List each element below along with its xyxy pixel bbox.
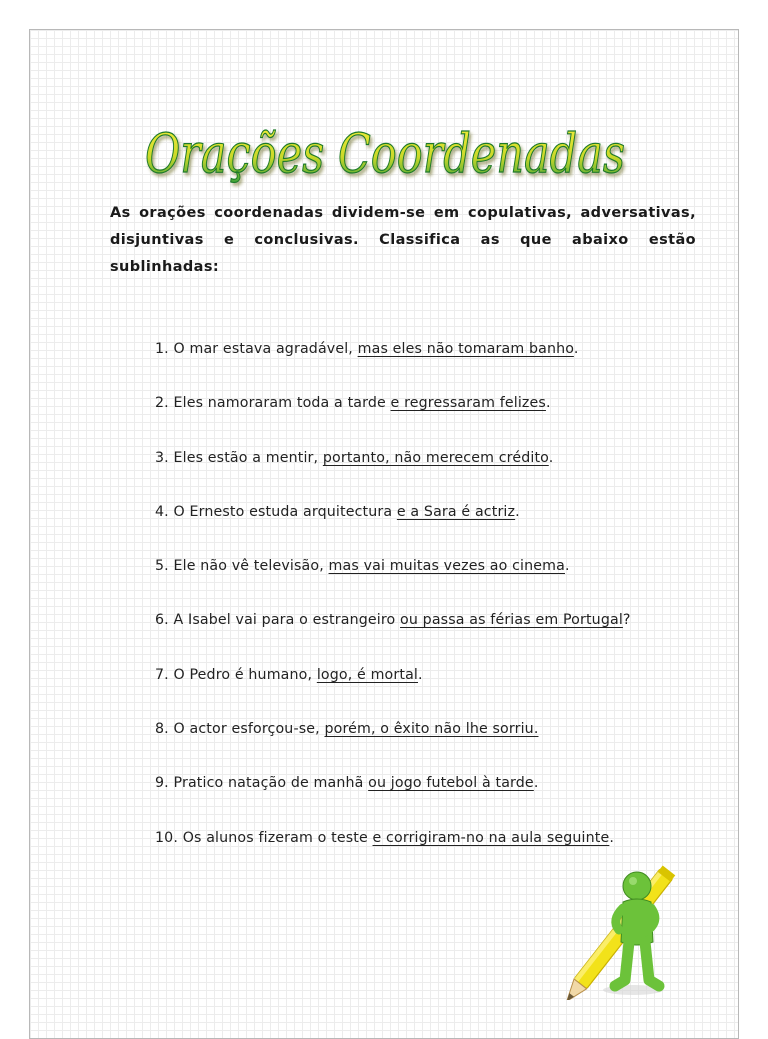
exercise-punctuation: . xyxy=(418,666,423,683)
exercise-punctuation: . xyxy=(609,829,615,846)
underlined-clause: e regressaram felizes xyxy=(390,395,546,412)
exercise-item xyxy=(155,500,715,554)
underlined-clause: e a Sara é actriz xyxy=(396,503,516,520)
exercise-item xyxy=(155,391,715,445)
exercise-number: 7. xyxy=(155,666,174,683)
exercise-item xyxy=(155,608,715,662)
exercise-number: 5. xyxy=(155,558,174,575)
exercise-punctuation: . xyxy=(515,503,520,520)
exercise-number: 8. xyxy=(155,721,174,738)
underlined-clause: portanto, não merecem crédito xyxy=(322,449,549,466)
exercise-number: 9. xyxy=(155,775,174,792)
exercise-text: Ele não vê televisão, xyxy=(173,558,329,575)
exercise-number: 6. xyxy=(155,612,174,629)
exercise-text: O Ernesto estuda arquitectura xyxy=(173,503,397,520)
underlined-clause: ou jogo futebol à tarde xyxy=(368,775,534,792)
exercise-item xyxy=(155,446,715,500)
exercise-text: O mar estava agradável, xyxy=(173,341,358,357)
exercise-text: Eles estão a mentir, xyxy=(173,449,323,466)
exercise-text: Os alunos fizeram o teste xyxy=(182,829,373,846)
exercise-punctuation: . xyxy=(545,395,551,412)
underlined-clause: e corrigiram-no na aula seguinte xyxy=(372,829,610,846)
exercise-number: 10. xyxy=(155,829,183,846)
title-graphic xyxy=(30,100,740,210)
exercise-text: Eles namoraram toda a tarde xyxy=(173,395,391,412)
worksheet-page xyxy=(29,29,739,1039)
underlined-clause: porém, o êxito não lhe sorriu. xyxy=(324,721,539,738)
underlined-clause: ou passa as férias em Portugal xyxy=(400,612,623,629)
exercise-text: A Isabel vai para o estrangeiro xyxy=(173,612,401,629)
exercise-item xyxy=(155,554,715,608)
exercise-number: 2. xyxy=(155,395,174,412)
exercise-item xyxy=(155,337,715,391)
exercise-punctuation: . xyxy=(548,449,554,466)
exercise-punctuation: . xyxy=(564,558,570,575)
exercise-punctuation: ? xyxy=(622,612,631,629)
underlined-clause: mas vai muitas vezes ao cinema xyxy=(328,558,565,575)
exercise-text: Pratico natação de manhã xyxy=(173,775,369,792)
exercise-item xyxy=(155,663,715,717)
exercise-number: 3. xyxy=(155,449,174,466)
exercise-number: 4. xyxy=(155,503,174,520)
exercise-punctuation: . xyxy=(533,775,539,792)
green-figure-with-pencil-icon xyxy=(545,850,705,1000)
exercise-list xyxy=(155,337,715,880)
page-title: Orações Coordenadas xyxy=(145,122,625,185)
exercise-punctuation: . xyxy=(573,341,579,357)
underlined-clause: logo, é mortal xyxy=(316,666,419,683)
exercise-number: 1. xyxy=(155,341,174,357)
underlined-clause: mas eles não tomaram banho xyxy=(357,341,574,357)
exercise-text: O Pedro é humano, xyxy=(173,666,317,683)
exercise-text: O actor esforçou-se, xyxy=(173,721,325,738)
instructions-paragraph: As orações coordenadas dividem-se em copulativas, adversativas, disjuntivas e conclusivas. Classifica as que abaixo estão sublinhadas: xyxy=(110,205,696,275)
exercise-item xyxy=(155,717,715,771)
exercise-item xyxy=(155,771,715,825)
title-banner xyxy=(30,100,740,210)
